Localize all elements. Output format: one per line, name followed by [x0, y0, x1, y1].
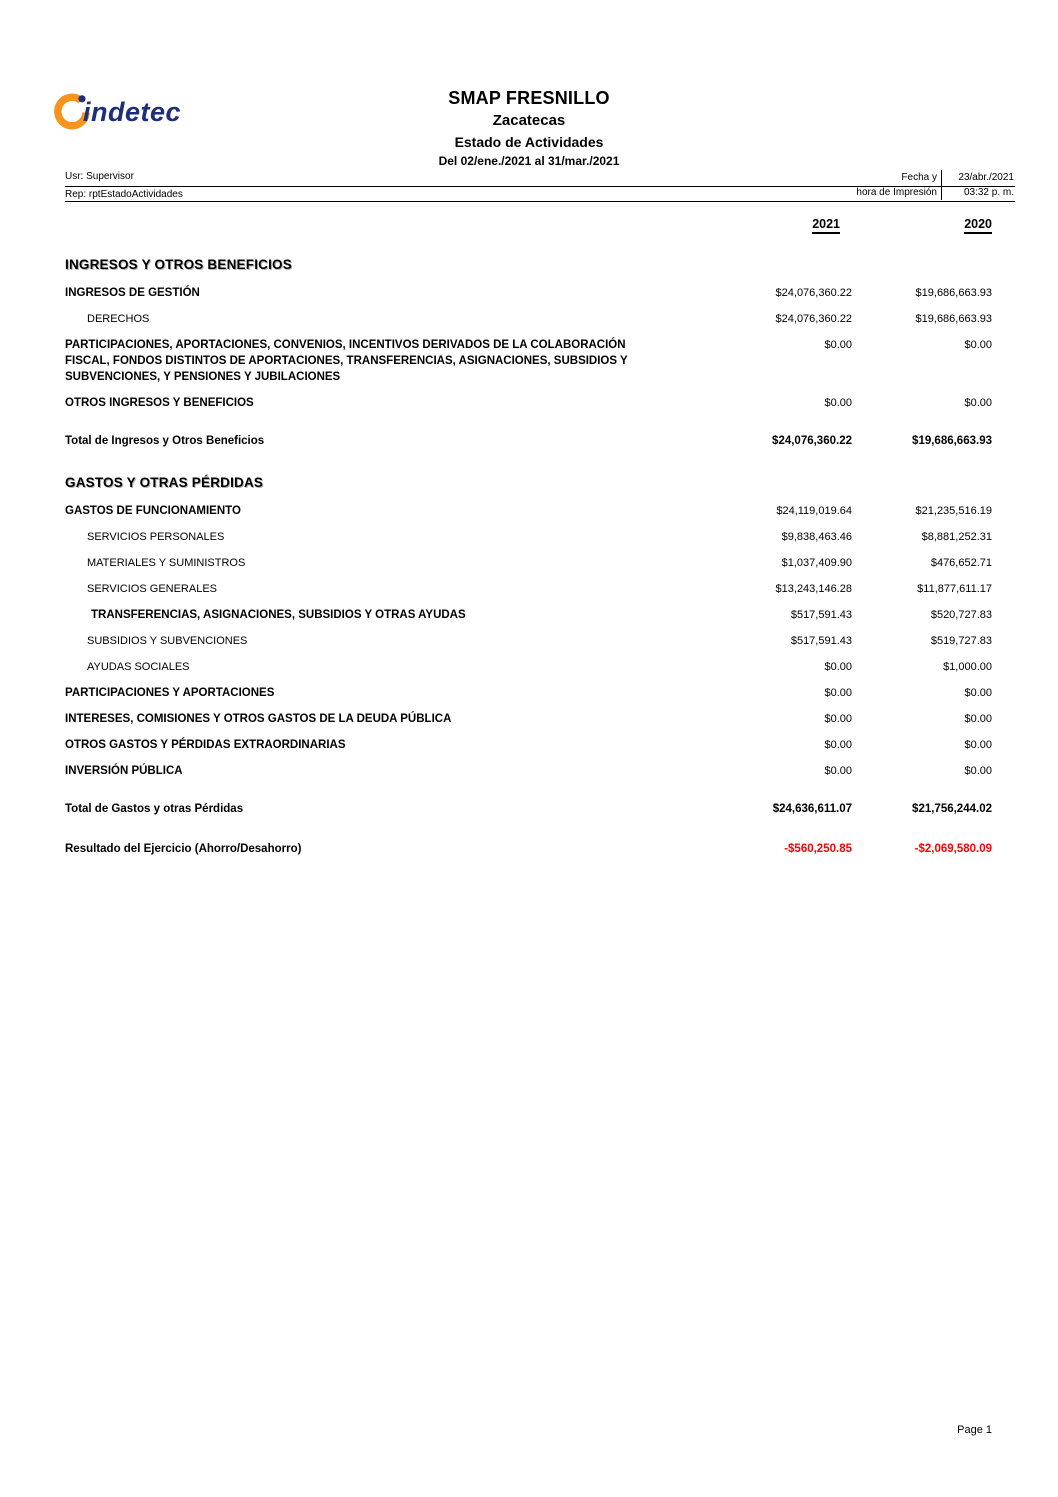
- table-row: [65, 337, 992, 385]
- column-header-2021: 2021: [687, 217, 852, 231]
- row-value-2020: $0.00: [964, 687, 992, 699]
- row-value-2021: $0.00: [824, 687, 852, 699]
- row-label: AYUDAS SOCIALES: [87, 661, 190, 673]
- total-row-ingresos: [65, 433, 992, 449]
- row-value-2020: $19,686,663.93: [915, 287, 992, 299]
- table-row: [65, 311, 992, 327]
- print-time: 03:32 p. m.: [941, 185, 1015, 200]
- table-row: [65, 529, 992, 545]
- row-value-2021: $0.00: [824, 739, 852, 751]
- row-label: Total de Gastos y otras Pérdidas: [65, 803, 244, 815]
- organization-name: SMAP FRESNILLO: [448, 88, 610, 108]
- print-label-line1: Fecha y: [901, 172, 937, 183]
- row-value-2020: $0.00: [964, 397, 992, 409]
- row-label: OTROS GASTOS Y PÉRDIDAS EXTRAORDINARIAS: [65, 739, 346, 751]
- row-value-2021: $9,838,463.46: [781, 531, 852, 543]
- row-value-2021: $24,636,611.07: [772, 803, 852, 815]
- row-value-2021: $0.00: [824, 397, 852, 409]
- row-label: MATERIALES Y SUMINISTROS: [87, 557, 246, 569]
- print-label-line2: hora de Impresión: [856, 187, 937, 198]
- row-label: Total de Ingresos y Otros Beneficios: [65, 435, 265, 447]
- section-heading-ingresos: [65, 257, 992, 273]
- row-value-2021: $0.00: [824, 713, 852, 725]
- row-value-2020: $19,686,663.93: [915, 313, 992, 325]
- row-value-2021: $1,037,409.90: [781, 557, 852, 569]
- column-headers: [65, 217, 992, 231]
- table-row: [65, 395, 992, 411]
- report-header: [0, 0, 1058, 205]
- table-row: [65, 737, 992, 753]
- print-date: 23/abr./2021: [941, 170, 1015, 185]
- row-value-2020: -$2,069,580.09: [914, 843, 992, 855]
- section-label: GASTOS Y OTRAS PÉRDIDAS: [65, 475, 264, 490]
- row-value-2020: $0.00: [964, 765, 992, 777]
- row-label: Resultado del Ejercicio (Ahorro/Desahorro): [65, 843, 302, 855]
- row-value-2021: -$560,250.85: [784, 843, 852, 855]
- table-row: [65, 633, 992, 649]
- row-value-2021: $24,076,360.22: [775, 287, 852, 299]
- row-value-2020: $21,235,516.19: [915, 505, 992, 517]
- report-title: Estado de Actividades: [454, 134, 604, 150]
- table-row: [65, 607, 992, 623]
- state-name: Zacatecas: [492, 112, 566, 129]
- logo-text: indetec: [83, 96, 182, 127]
- row-value-2021: $517,591.43: [790, 609, 852, 621]
- title-block: [0, 88, 1058, 168]
- table-row: [65, 581, 992, 597]
- row-label: PARTICIPACIONES Y APORTACIONES: [65, 687, 275, 699]
- statement-body: [0, 217, 1058, 857]
- row-value-2020: $0.00: [964, 739, 992, 751]
- row-value-2020: $21,756,244.02: [912, 803, 992, 815]
- row-label: SERVICIOS PERSONALES: [87, 531, 225, 543]
- row-label: INTERESES, COMISIONES Y OTROS GASTOS DE LA DEUDA PÚBLICA: [65, 713, 452, 725]
- row-label: GASTOS DE FUNCIONAMIENTO: [65, 505, 241, 517]
- row-value-2021: $0.00: [824, 765, 852, 777]
- table-row: [65, 285, 992, 301]
- section-label: INGRESOS Y OTROS BENEFICIOS: [65, 257, 292, 272]
- column-header-2020: 2020: [852, 217, 992, 231]
- result-row: [65, 841, 992, 857]
- row-label: TRANSFERENCIAS, ASIGNACIONES, SUBSIDIOS Y OTRAS AYUDAS: [91, 609, 466, 621]
- print-datetime-block: [856, 170, 1015, 200]
- row-value-2021: $0.00: [824, 661, 852, 673]
- user-label: Usr: Supervisor: [65, 171, 134, 182]
- total-row-gastos: [65, 801, 992, 817]
- row-label: DERECHOS: [87, 313, 150, 325]
- header-divider-bottom: [65, 201, 1015, 202]
- report-id-label: Rep: rptEstadoActividades: [65, 189, 183, 200]
- row-value-2021: $517,591.43: [790, 635, 852, 647]
- page-number: Page 1: [957, 1424, 992, 1436]
- table-row: [65, 685, 992, 701]
- statement-rows: [65, 257, 992, 857]
- table-row: [65, 503, 992, 519]
- row-value-2020: $11,877,611.17: [917, 583, 992, 595]
- row-value-2020: $8,881,252.31: [921, 531, 992, 543]
- row-label: INVERSIÓN PÚBLICA: [65, 765, 183, 777]
- row-value-2020: $519,727.83: [930, 635, 992, 647]
- row-value-2021: $24,076,360.22: [775, 313, 852, 325]
- table-row: [65, 555, 992, 571]
- row-value-2020: $0.00: [964, 713, 992, 725]
- section-heading-gastos: [65, 475, 992, 491]
- row-value-2021: $0.00: [824, 339, 852, 351]
- row-label: INGRESOS DE GESTIÓN: [65, 287, 200, 299]
- row-value-2020: $520,727.83: [930, 609, 992, 621]
- row-label: PARTICIPACIONES, APORTACIONES, CONVENIOS, INCENTIVOS DERIVADOS DE LA COLABORACIÓN FISCAL, FONDOS DISTINTOS DE APORTACIONES, TRANSFERENCIAS, ASIGNACIONES, SUBSIDIOS Y SUBVENCIONES, Y PENSIONES Y JUBILACIONES: [65, 339, 628, 383]
- table-row: [65, 763, 992, 779]
- row-value-2021: $24,119,019.64: [776, 505, 852, 517]
- row-value-2021: $13,243,146.28: [775, 583, 852, 595]
- row-value-2020: $0.00: [964, 339, 992, 351]
- row-value-2020: $19,686,663.93: [912, 435, 992, 447]
- row-label: OTROS INGRESOS Y BENEFICIOS: [65, 397, 254, 409]
- row-label: SUBSIDIOS Y SUBVENCIONES: [87, 635, 248, 647]
- row-value-2020: $476,652.71: [930, 557, 992, 569]
- report-period: Del 02/ene./2021 al 31/mar./2021: [438, 154, 620, 168]
- table-row: [65, 659, 992, 675]
- row-value-2020: $1,000.00: [943, 661, 992, 673]
- row-label: SERVICIOS GENERALES: [87, 583, 218, 595]
- table-row: [65, 711, 992, 727]
- row-value-2021: $24,076,360.22: [772, 435, 852, 447]
